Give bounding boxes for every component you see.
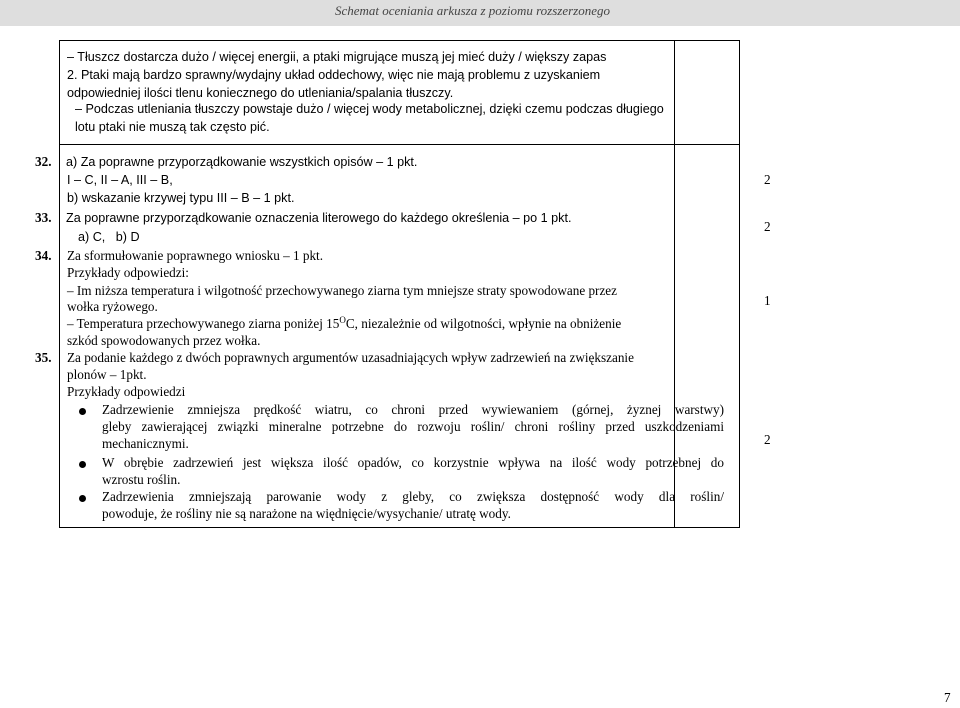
- q34-points: 1: [764, 293, 771, 308]
- top-line-2: 2. Ptaki mają bardzo sprawny/wydajny układ oddechowy, więc nie mają problemu z uzyskaniem: [67, 68, 601, 82]
- top-line-5: lotu ptaki nie muszą tak często pić.: [75, 120, 270, 134]
- bullet-icon: [79, 461, 86, 468]
- top-line-4: – Podczas utleniania tłuszczy powstaje dużo / więcej wody metabolicznej, dzięki czemu podczas długiego: [75, 102, 664, 116]
- bullet-icon: [79, 408, 86, 415]
- q33-line-1: Za poprawne przyporządkowanie oznaczenia literowego do każdego określenia – po 1 pkt.: [66, 211, 572, 225]
- question-number-34: 34.: [35, 248, 52, 263]
- q35-bullet-1-line-1: Zadrzewienie zmniejsza prędkość wiatru, co chroni przed wywiewaniem (górnej, żyznej warstwy): [102, 402, 724, 417]
- q35-bullet-3-line-2: powoduje, że rośliny nie są narażone na więdnięcie/wysychanie/ utratę wody.: [102, 506, 511, 521]
- q32-points: 2: [764, 172, 771, 187]
- question-number-35: 35.: [35, 350, 52, 365]
- q34-line-3: – Im niższa temperatura i wilgotność przechowywanego ziarna tym mniejsze straty spowodowane przez: [67, 283, 618, 298]
- q34-line-5-a: – Temperatura przechowywanego ziarna poniżej 15: [67, 316, 340, 331]
- q34-line-2: Przykłady odpowiedzi:: [67, 265, 189, 280]
- question-number-32: 32.: [35, 154, 52, 169]
- q34-line-5-b: C, niezależnie od wilgotności, wpłynie na obniżenie: [345, 316, 622, 331]
- q35-bullet-1-line-3: mechanicznymi.: [102, 436, 189, 451]
- row-divider: [59, 144, 740, 145]
- page-number: 7: [944, 690, 951, 705]
- q33-points: 2: [764, 219, 771, 234]
- q35-bullet-3-line-1: Zadrzewienia zmniejszają parowanie wody z gleby, co zwiększa dostępność wody dla roślin/: [102, 489, 724, 504]
- header-title: Schemat oceniania arkusza z poziomu rozszerzonego: [334, 3, 610, 18]
- q32-line-2: I – C, II – A, III – B,: [67, 173, 173, 187]
- q35-line-2: plonów – 1pkt.: [67, 367, 147, 382]
- top-line-3: odpowiedniej ilości tlenu koniecznego do utleniania/spalania tłuszczy.: [67, 86, 454, 100]
- q35-bullet-1-line-2: gleby zawierającej związki mineralne potrzebne do rozwoju roślin/ chroni rośliny przed uszkodzeniami: [102, 419, 724, 434]
- q34-line-4: wołka ryżowego.: [67, 299, 158, 314]
- q35-line-3: Przykłady odpowiedzi: [67, 384, 186, 399]
- q35-bullet-2-line-2: wzrostu roślin.: [102, 472, 181, 487]
- top-line-1: – Tłuszcz dostarcza dużo / więcej energii, a ptaki migrujące muszą jej mieć duży / większy zapas: [67, 50, 607, 64]
- question-number-33: 33.: [35, 210, 52, 225]
- q32-line-3: b) wskazanie krzywej typu III – B – 1 pkt.: [67, 191, 295, 205]
- q34-line-6: szkód spowodowanych przez wołka.: [67, 333, 261, 348]
- bullet-icon: [79, 495, 86, 502]
- q35-line-1: Za podanie każdego z dwóch poprawnych argumentów uzasadniających wpływ zadrzewień na zwiększanie: [67, 350, 634, 365]
- page-header: [0, 0, 960, 26]
- q35-bullet-2-line-1: W obrębie zadrzewień jest większa ilość opadów, co korzystnie wpływa na ilość wody potrzebnej do: [102, 455, 724, 470]
- q33-line-2: a) C, b) D: [78, 230, 140, 244]
- q34-line-5: [67, 316, 621, 332]
- q32-line-1: a) Za poprawne przyporządkowanie wszystkich opisów – 1 pkt.: [66, 155, 418, 169]
- q34-superscript: O: [339, 315, 346, 325]
- q34-line-1: Za sformułowanie poprawnego wniosku – 1 pkt.: [67, 248, 324, 263]
- q35-points: 2: [764, 432, 771, 447]
